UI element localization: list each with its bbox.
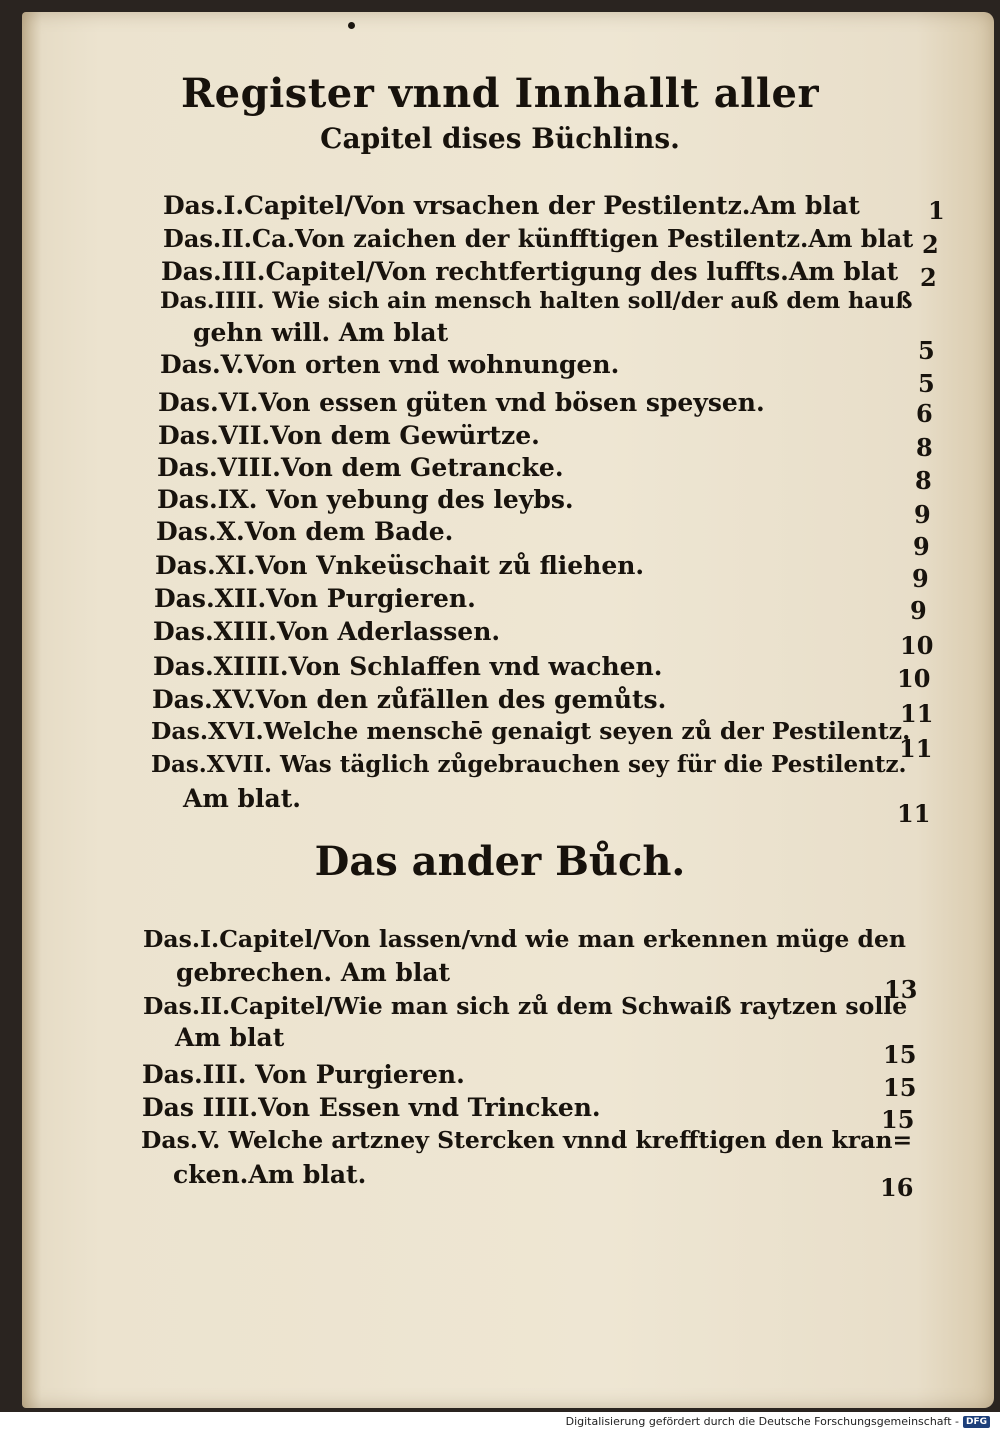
toc-page-1-5: 5 (918, 369, 935, 398)
digitization-footer (0, 1412, 1000, 1431)
toc-entry-2-4: Das IIII.Von Essen vnd Trincken. (142, 1093, 601, 1122)
toc-page-1-4: 5 (918, 336, 935, 365)
toc-entry-1-10: Das.X.Von dem Bade. (156, 517, 454, 546)
register-subtitle: Capitel dises Büchlins. (320, 122, 680, 155)
toc-entry-2-5: Das.V. Welche artzney Stercken vnnd krefftigen den kran= (141, 1126, 913, 1154)
toc-entry-2-2: Das.II.Capitel/Wie man sich zů dem Schwaiß raytzen solle (143, 992, 908, 1020)
toc-entry-1-4: Das.IIII. Wie sich ain mensch halten soll/der auß dem hauß (160, 288, 913, 314)
toc-page-1-16: 11 (899, 734, 933, 763)
toc-page-1-3: 2 (920, 263, 937, 292)
toc-entry-2-3: Das.III. Von Purgieren. (142, 1060, 465, 1089)
toc-page-1-17: 11 (897, 799, 931, 828)
toc-page-1-11: 9 (912, 564, 929, 593)
toc-page-1-13: 10 (900, 631, 934, 660)
toc-entry-1-5: Das.V.Von orten vnd wohnungen. (160, 350, 620, 379)
toc-entry-1-7: Das.VII.Von dem Gewürtze. (158, 421, 540, 450)
toc-page-2-5: 16 (880, 1173, 914, 1202)
toc-page-1-10: 9 (913, 532, 930, 561)
toc-entry-2-2-cont: Am blat (175, 1023, 285, 1052)
toc-page-1-2: 2 (922, 230, 939, 259)
toc-page-1-15: 11 (900, 699, 934, 728)
toc-page-2-3: 15 (883, 1073, 917, 1102)
toc-entry-1-17: Das.XVII. Was täglich zůgebrauchen sey für die Pestilentz. (151, 751, 907, 778)
toc-page-1-12: 9 (910, 596, 927, 625)
dfg-logo-icon[interactable]: DFG (963, 1416, 990, 1428)
toc-page-2-1: 13 (884, 975, 918, 1004)
toc-page-2-2: 15 (883, 1040, 917, 1069)
toc-page-1-8: 8 (915, 466, 932, 495)
book2-heading: Das ander Bůch. (314, 838, 686, 885)
toc-entry-1-8: Das.VIII.Von dem Getrancke. (157, 453, 564, 482)
toc-entry-1-11: Das.XI.Von Vnkeüschait zů fliehen. (155, 551, 645, 580)
toc-page-1-7: 8 (916, 433, 933, 462)
toc-page-1-6: 6 (916, 399, 933, 428)
register-title: Register vnnd Innhallt aller (180, 70, 820, 117)
toc-entry-1-6: Das.VI.Von essen güten vnd bösen speysen. (158, 388, 765, 417)
toc-entry-1-1: Das.I.Capitel/Von vrsachen der Pestilentz.Am blat (163, 191, 860, 220)
toc-entry-1-4-cont: gehn will. Am blat (193, 318, 449, 347)
toc-entry-1-2: Das.II.Ca.Von zaichen der künfftigen Pestilentz.Am blat (163, 224, 914, 253)
footer-text: Digitalisierung gefördert durch die Deutsche Forschungsgemeinschaft - (565, 1415, 959, 1428)
toc-entry-1-3: Das.III.Capitel/Von rechtfertigung des luffts.Am blat (161, 257, 899, 286)
toc-entry-2-1-cont: gebrechen. Am blat (176, 958, 451, 987)
toc-page-1-14: 10 (897, 664, 931, 693)
toc-entry-1-16: Das.XVI.Welche menschē genaigt seyen zů der Pestilentz. (151, 717, 911, 745)
toc-entry-1-13: Das.XIII.Von Aderlassen. (153, 617, 501, 646)
toc-entry-1-12: Das.XII.Von Purgieren. (154, 584, 476, 613)
toc-entry-1-17-cont: Am blat. (183, 784, 301, 813)
toc-entry-2-1: Das.I.Capitel/Von lassen/vnd wie man erkennen müge den (143, 925, 906, 953)
toc-page-1-9: 9 (914, 500, 931, 529)
toc-entry-1-14: Das.XIIII.Von Schlaffen vnd wachen. (153, 652, 663, 681)
toc-entry-2-5-cont: cken.Am blat. (173, 1160, 367, 1189)
toc-entry-1-9: Das.IX. Von yebung des leybs. (157, 485, 574, 514)
toc-entry-1-15: Das.XV.Von den zůfällen des gemůts. (152, 685, 667, 714)
toc-page-1-1: 1 (928, 196, 945, 225)
toc-page-2-4: 15 (881, 1105, 915, 1134)
